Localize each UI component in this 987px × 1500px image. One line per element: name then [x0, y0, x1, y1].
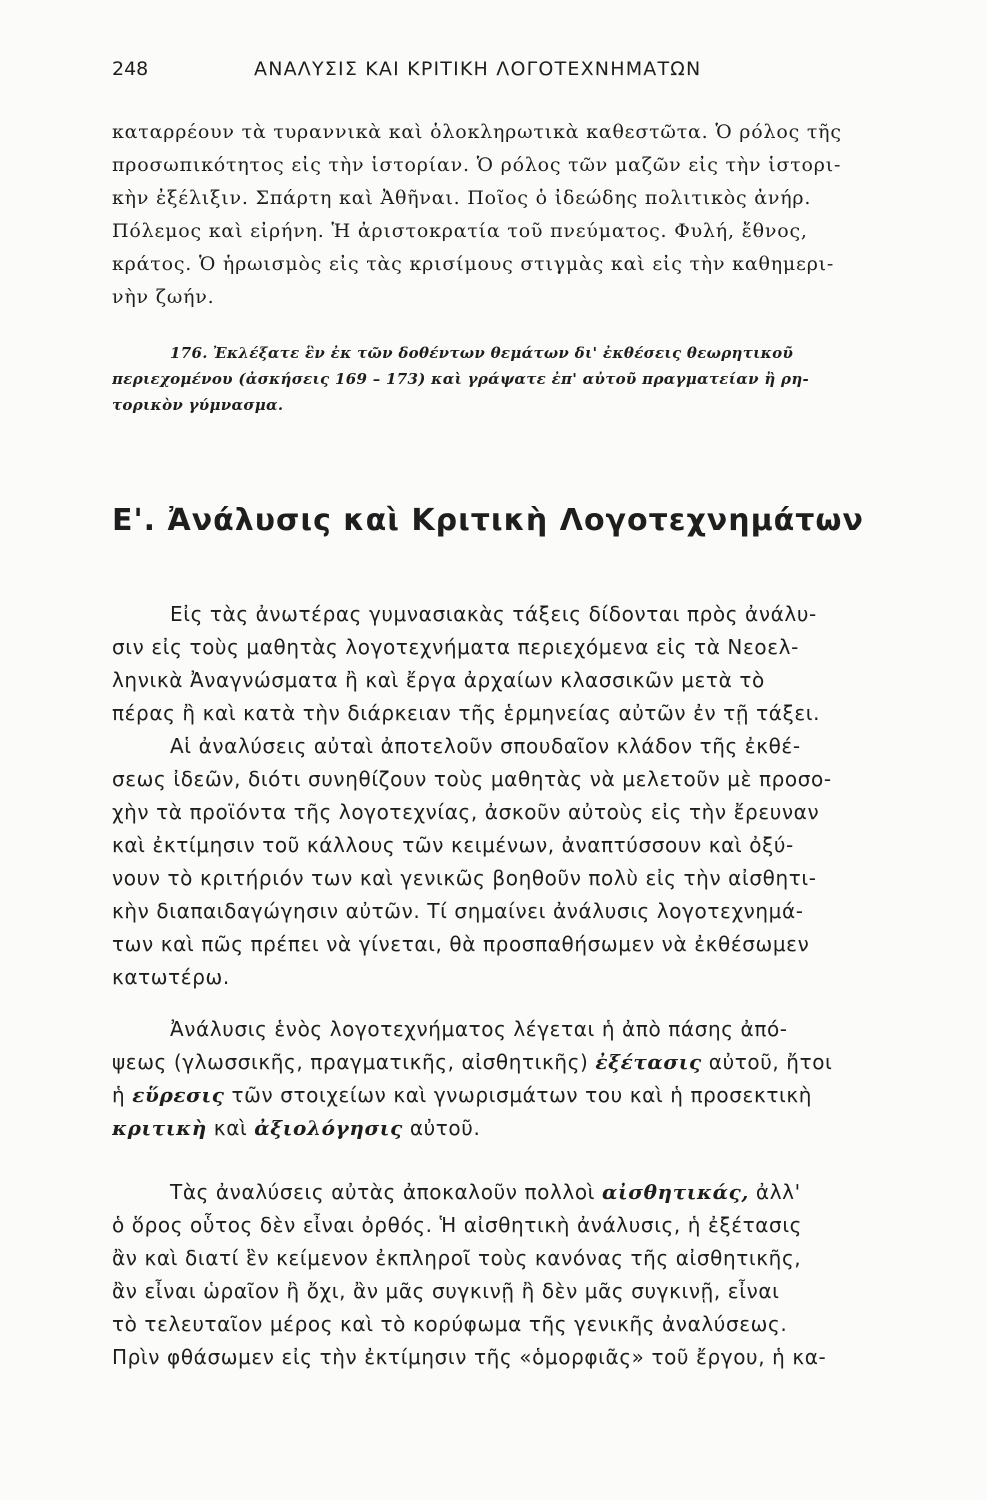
text-line: ἂν καὶ διατί ἓν κείμενον ἐκπληροῖ τοὺς κανόνας τῆς αἰσθητικῆς,	[112, 1246, 802, 1270]
exercise-text: Ἐκλέξατε ἓν ἐκ τῶν δοθέντων θεμάτων δι' ἐκθέσεις θεωρητικοῦ	[212, 344, 794, 362]
exercise-line	[112, 340, 872, 366]
text-line: Αἱ ἀναλύσεις αὐταὶ ἀποτελοῦν σπουδαῖον κλάδον τῆς ἐκθέ-	[170, 734, 801, 758]
text-line: Πόλεμος καὶ εἰρήνη. Ἡ ἀριστοκρατία τοῦ πνεύματος. Φυλή, ἔθνος,	[112, 220, 808, 242]
text-span: καὶ	[206, 1116, 255, 1140]
text-line: Ἀνάλυσις ἑνὸς λογοτεχνήματος λέγεται ἡ ἀπὸ πάσης ἀπό-	[170, 1017, 788, 1041]
text-line: καταρρέουν τὰ τυραννικὰ καὶ ὁλοκληρωτικὰ καθεστῶτα. Ὁ ρόλος τῆς	[112, 121, 842, 143]
running-title: ΑΝΑΛΥΣΙΣ ΚΑΙ ΚΡΙΤΙΚΗ ΛΟΓΟΤΕΧΝΗΜΑΤΩΝ	[254, 58, 702, 80]
text-line: ὁ ὅρος οὗτος δὲν εἶναι ὀρθός. Ἡ αἰσθητικὴ ἀνάλυσις, ἡ ἐξέτασις	[112, 1213, 803, 1237]
text-line: νουν τὸ κριτήριόν των καὶ γενικῶς βοηθοῦν πολὺ εἰς τὴν αἰσθητι-	[112, 866, 817, 890]
exercise-line	[112, 392, 872, 418]
paragraph-3	[112, 1013, 872, 1145]
emphasis-term: εὕρεσις	[132, 1083, 225, 1107]
text-span: ἡ	[112, 1083, 133, 1107]
paragraph-1	[112, 598, 872, 730]
emphasis-term: ἐξέτασις	[595, 1050, 702, 1074]
text-line: ἂν εἶναι ὡραῖον ἢ ὄχι, ἂν μᾶς συγκινῇ ἢ δὲν μᾶς συγκινῇ, εἶναι	[112, 1279, 780, 1303]
text-line	[112, 1112, 872, 1145]
intro-text	[112, 116, 872, 314]
text-line: Εἰς τὰς ἀνωτέρας γυμνασιακὰς τάξεις δίδονται πρὸς ἀνάλυ-	[170, 602, 817, 626]
text-line: προσωπικότητος εἰς τὴν ἱστορίαν. Ὁ ρόλος τῶν μαζῶν εἰς τὴν ἱστορι-	[112, 154, 842, 176]
text-line: ληνικὰ Ἀναγνώσματα ἢ καὶ ἔργα ἀρχαίων κλασσικῶν μετὰ τὸ	[112, 668, 765, 692]
paragraph-4	[112, 1176, 872, 1374]
text-span: ἀλλ'	[748, 1180, 801, 1204]
emphasis-term: αἰσθητικάς,	[602, 1180, 749, 1204]
exercise-text: περιεχομένου (ἀσκήσεις 169 – 173) καὶ γράψατε ἐπ' αὐτοῦ πραγματείαν ἢ ρη-	[112, 370, 810, 388]
text-line: νὴν ζωήν.	[112, 286, 215, 308]
section-heading: Ε'. Ἀνάλυσις καὶ Κριτικὴ Λογοτεχνημάτων	[112, 503, 864, 538]
text-line: των καὶ πῶς πρέπει νὰ γίνεται, θὰ προσπαθήσωμεν νὰ ἐκθέσωμεν	[112, 932, 810, 956]
text-line: τὸ τελευταῖον μέρος καὶ τὸ κορύφωμα τῆς γενικῆς ἀναλύσεως.	[112, 1312, 788, 1336]
text-line	[112, 1176, 872, 1209]
text-line: κὴν διαπαιδαγώγησιν αὐτῶν. Τί σημαίνει ἀνάλυσις λογοτεχνημά-	[112, 899, 804, 923]
exercise-number: 176.	[170, 344, 208, 362]
exercise-text: τορικὸν γύμνασμα.	[112, 396, 284, 414]
text-span: Τὰς ἀναλύσεις αὐτὰς ἀποκαλοῦν πολλοὶ	[170, 1180, 602, 1204]
text-span: αὐτοῦ.	[402, 1116, 481, 1140]
page-number: 248	[112, 58, 149, 80]
emphasis-term: ἀξιολόγησις	[254, 1116, 403, 1140]
text-line: πέρας ἢ καὶ κατὰ τὴν διάρκειαν τῆς ἑρμηνείας αὐτῶν ἐν τῇ τάξει.	[112, 701, 821, 725]
text-line: κράτος. Ὁ ἡρωισμὸς εἰς τὰς κρισίμους στιγμὰς καὶ εἰς τὴν καθημερι-	[112, 253, 835, 275]
text-span: ψεως (γλωσσικῆς, πραγματικῆς, αἰσθητικῆς)	[112, 1050, 596, 1074]
text-line: κὴν ἐξέλιξιν. Σπάρτη καὶ Ἀθῆναι. Ποῖος ὁ ἰδεώδης πολιτικὸς ἀνήρ.	[112, 187, 812, 209]
text-line: σιν εἰς τοὺς μαθητὰς λογοτεχνήματα περιεχόμενα εἰς τὰ Νεοελ-	[112, 635, 799, 659]
text-line	[112, 1046, 872, 1079]
text-line: χὴν τὰ προϊόντα τῆς λογοτεχνίας, ἀσκοῦν αὐτοὺς εἰς τὴν ἔρευναν	[112, 800, 820, 824]
paragraph-2	[112, 730, 872, 994]
text-line: καὶ ἐκτίμησιν τοῦ κάλλους τῶν κειμένων, ἀναπτύσσουν καὶ ὀξύ-	[112, 833, 794, 857]
text-line: σεως ἰδεῶν, διότι συνηθίζουν τοὺς μαθητὰς νὰ μελετοῦν μὲ προσο-	[112, 767, 832, 791]
text-line	[112, 1079, 872, 1112]
emphasis-term: κριτικὴ	[112, 1116, 207, 1140]
text-line: Πρὶν φθάσωμεν εἰς τὴν ἐκτίμησιν τῆς «ὁμορφιᾶς» τοῦ ἔργου, ἡ κα-	[112, 1345, 827, 1369]
text-line: κατωτέρω.	[112, 965, 230, 989]
exercise-176	[112, 340, 872, 418]
exercise-line	[112, 366, 872, 392]
page-header	[112, 58, 872, 88]
text-span: τῶν στοιχείων καὶ γνωρισμάτων του καὶ ἡ προσεκτικὴ	[224, 1083, 813, 1107]
text-span: αὐτοῦ, ἤτοι	[701, 1050, 833, 1074]
